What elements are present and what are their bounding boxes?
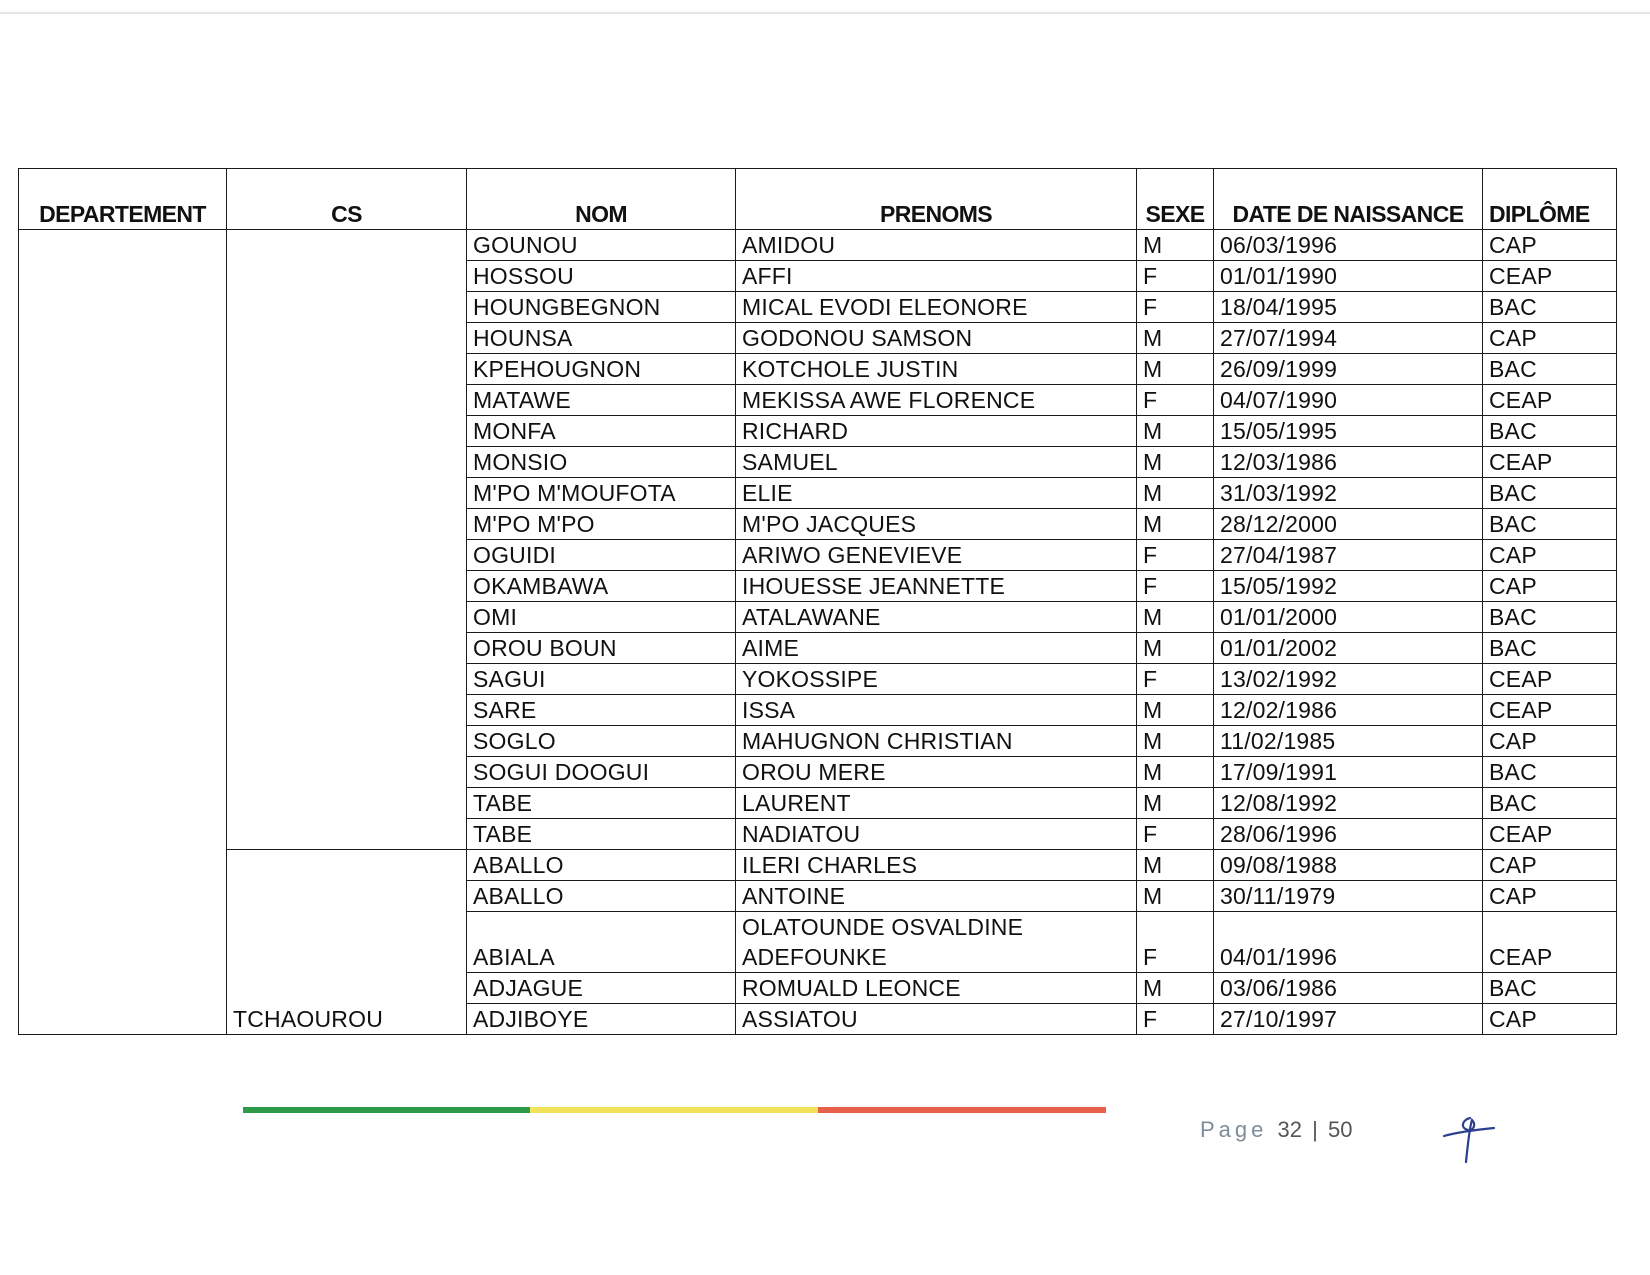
sexe-cell: M: [1137, 633, 1214, 664]
sexe-cell: M: [1137, 323, 1214, 354]
date-cell: 30/11/1979: [1214, 881, 1483, 912]
diplome-cell: BAC: [1483, 509, 1617, 540]
sexe-cell: F: [1137, 261, 1214, 292]
sexe-cell: M: [1137, 509, 1214, 540]
page-current: 32: [1277, 1117, 1302, 1142]
prenoms-cell: ISSA: [736, 695, 1137, 726]
header-date-naissance: DATE DE NAISSANCE: [1214, 169, 1483, 230]
prenoms-cell: RICHARD: [736, 416, 1137, 447]
sexe-cell: M: [1137, 416, 1214, 447]
date-cell: 31/03/1992: [1214, 478, 1483, 509]
nom-cell: SAGUI: [467, 664, 736, 695]
prenoms-cell: MAHUGNON CHRISTIAN: [736, 726, 1137, 757]
prenoms-cell: SAMUEL: [736, 447, 1137, 478]
sexe-cell: F: [1137, 819, 1214, 850]
nom-cell: HOUNSA: [467, 323, 736, 354]
date-cell: 28/06/1996: [1214, 819, 1483, 850]
date-cell: 12/02/1986: [1214, 695, 1483, 726]
nom-cell: SOGLO: [467, 726, 736, 757]
nom-cell: OMI: [467, 602, 736, 633]
nom-cell: MONSIO: [467, 447, 736, 478]
nom-cell: TABE: [467, 788, 736, 819]
header-diplome: DIPLÔME: [1483, 169, 1617, 230]
diplome-cell: BAC: [1483, 633, 1617, 664]
nom-cell: OROU BOUN: [467, 633, 736, 664]
nom-cell: OGUIDI: [467, 540, 736, 571]
nom-cell: ABIALA: [467, 912, 736, 973]
nom-cell: GOUNOU: [467, 230, 736, 261]
diplome-cell: CEAP: [1483, 664, 1617, 695]
date-cell: 09/08/1988: [1214, 850, 1483, 881]
page-word: Page: [1200, 1117, 1268, 1142]
date-cell: 11/02/1985: [1214, 726, 1483, 757]
sexe-cell: M: [1137, 726, 1214, 757]
prenoms-cell: NADIATOU: [736, 819, 1137, 850]
sexe-cell: F: [1137, 571, 1214, 602]
header-cs: CS: [227, 169, 467, 230]
diplome-cell: BAC: [1483, 788, 1617, 819]
sexe-cell: M: [1137, 447, 1214, 478]
nom-cell: HOSSOU: [467, 261, 736, 292]
prenoms-cell: YOKOSSIPE: [736, 664, 1137, 695]
diplome-cell: CAP: [1483, 850, 1617, 881]
nom-cell: OKAMBAWA: [467, 571, 736, 602]
prenoms-cell: ELIE: [736, 478, 1137, 509]
sexe-cell: M: [1137, 602, 1214, 633]
prenoms-cell: AMIDOU: [736, 230, 1137, 261]
table-row: [19, 230, 1617, 261]
sexe-cell: M: [1137, 973, 1214, 1004]
departement-cell: [19, 230, 227, 1035]
header-row: [19, 169, 1617, 230]
diplome-cell: CEAP: [1483, 695, 1617, 726]
diplome-cell: CEAP: [1483, 447, 1617, 478]
date-cell: 27/10/1997: [1214, 1004, 1483, 1035]
flag-stripe-yellow: [530, 1107, 818, 1113]
diplome-cell: BAC: [1483, 354, 1617, 385]
header-nom: NOM: [467, 169, 736, 230]
sexe-cell: F: [1137, 292, 1214, 323]
nom-cell: M'PO M'MOUFOTA: [467, 478, 736, 509]
signature-initial: [1440, 1112, 1500, 1168]
date-cell: 01/01/2000: [1214, 602, 1483, 633]
diplome-cell: CEAP: [1483, 385, 1617, 416]
nom-cell: SOGUI DOOGUI: [467, 757, 736, 788]
nom-cell: MONFA: [467, 416, 736, 447]
sexe-cell: M: [1137, 230, 1214, 261]
prenoms-cell: M'PO JACQUES: [736, 509, 1137, 540]
sexe-cell: F: [1137, 1004, 1214, 1035]
nom-cell: M'PO M'PO: [467, 509, 736, 540]
nom-cell: ADJIBOYE: [467, 1004, 736, 1035]
sexe-cell: F: [1137, 912, 1214, 973]
date-cell: 12/03/1986: [1214, 447, 1483, 478]
header-sexe: SEXE: [1137, 169, 1214, 230]
diplome-cell: CAP: [1483, 540, 1617, 571]
prenoms-cell: ILERI CHARLES: [736, 850, 1137, 881]
diplome-cell: CAP: [1483, 726, 1617, 757]
flag-stripe-red: [818, 1107, 1106, 1113]
date-cell: 01/01/1990: [1214, 261, 1483, 292]
prenoms-cell: AIME: [736, 633, 1137, 664]
page-separator: |: [1312, 1117, 1318, 1142]
date-cell: 15/05/1995: [1214, 416, 1483, 447]
nom-cell: ABALLO: [467, 850, 736, 881]
prenoms-cell: OROU MERE: [736, 757, 1137, 788]
date-cell: 03/06/1986: [1214, 973, 1483, 1004]
diplome-cell: CEAP: [1483, 261, 1617, 292]
roster-table: [18, 168, 1617, 1035]
diplome-cell: BAC: [1483, 478, 1617, 509]
nom-cell: ABALLO: [467, 881, 736, 912]
date-cell: 13/02/1992: [1214, 664, 1483, 695]
prenoms-cell: KOTCHOLE JUSTIN: [736, 354, 1137, 385]
prenoms-cell: ANTOINE: [736, 881, 1137, 912]
prenoms-cell: GODONOU SAMSON: [736, 323, 1137, 354]
sexe-cell: F: [1137, 385, 1214, 416]
prenoms-cell: ATALAWANE: [736, 602, 1137, 633]
date-cell: 06/03/1996: [1214, 230, 1483, 261]
table-row: [19, 850, 1617, 881]
prenoms-cell: LAURENT: [736, 788, 1137, 819]
date-cell: 28/12/2000: [1214, 509, 1483, 540]
date-cell: 12/08/1992: [1214, 788, 1483, 819]
date-cell: 04/07/1990: [1214, 385, 1483, 416]
nom-cell: TABE: [467, 819, 736, 850]
sexe-cell: M: [1137, 354, 1214, 385]
diplome-cell: CEAP: [1483, 912, 1617, 973]
diplome-cell: CAP: [1483, 881, 1617, 912]
sexe-cell: M: [1137, 788, 1214, 819]
date-cell: 04/01/1996: [1214, 912, 1483, 973]
sexe-cell: M: [1137, 881, 1214, 912]
nom-cell: HOUNGBEGNON: [467, 292, 736, 323]
prenoms-cell: MICAL EVODI ELEONORE: [736, 292, 1137, 323]
flag-stripe-green: [243, 1107, 530, 1113]
sexe-cell: M: [1137, 757, 1214, 788]
sexe-cell: F: [1137, 664, 1214, 695]
diplome-cell: BAC: [1483, 602, 1617, 633]
diplome-cell: CAP: [1483, 323, 1617, 354]
diplome-cell: CAP: [1483, 230, 1617, 261]
nom-cell: KPEHOUGNON: [467, 354, 736, 385]
prenoms-cell: MEKISSA AWE FLORENCE: [736, 385, 1137, 416]
date-cell: 15/05/1992: [1214, 571, 1483, 602]
date-cell: 27/04/1987: [1214, 540, 1483, 571]
diplome-cell: CAP: [1483, 571, 1617, 602]
prenoms-cell: AFFI: [736, 261, 1137, 292]
scan-edge-line: [0, 12, 1650, 14]
date-cell: 18/04/1995: [1214, 292, 1483, 323]
nom-cell: SARE: [467, 695, 736, 726]
prenoms-cell: ARIWO GENEVIEVE: [736, 540, 1137, 571]
date-cell: 26/09/1999: [1214, 354, 1483, 385]
date-cell: 17/09/1991: [1214, 757, 1483, 788]
page-number: [1200, 1117, 1352, 1143]
prenoms-cell: ROMUALD LEONCE: [736, 973, 1137, 1004]
prenoms-cell: ASSIATOU: [736, 1004, 1137, 1035]
diplome-cell: BAC: [1483, 292, 1617, 323]
diplome-cell: BAC: [1483, 973, 1617, 1004]
cs-cell-tchaourou: TCHAOUROU: [227, 850, 467, 1035]
sexe-cell: M: [1137, 478, 1214, 509]
cs-cell-group-1: [227, 230, 467, 850]
sexe-cell: M: [1137, 850, 1214, 881]
diplome-cell: CEAP: [1483, 819, 1617, 850]
sexe-cell: F: [1137, 540, 1214, 571]
prenoms-cell: IHOUESSE JEANNETTE: [736, 571, 1137, 602]
sexe-cell: M: [1137, 695, 1214, 726]
nom-cell: MATAWE: [467, 385, 736, 416]
header-prenoms: PRENOMS: [736, 169, 1137, 230]
header-departement: DEPARTEMENT: [19, 169, 227, 230]
diplome-cell: BAC: [1483, 416, 1617, 447]
diplome-cell: BAC: [1483, 757, 1617, 788]
nom-cell: ADJAGUE: [467, 973, 736, 1004]
diplome-cell: CAP: [1483, 1004, 1617, 1035]
page-total: 50: [1327, 1117, 1353, 1142]
date-cell: 01/01/2002: [1214, 633, 1483, 664]
prenoms-cell: OLATOUNDE OSVALDINE ADEFOUNKE: [736, 912, 1137, 973]
date-cell: 27/07/1994: [1214, 323, 1483, 354]
